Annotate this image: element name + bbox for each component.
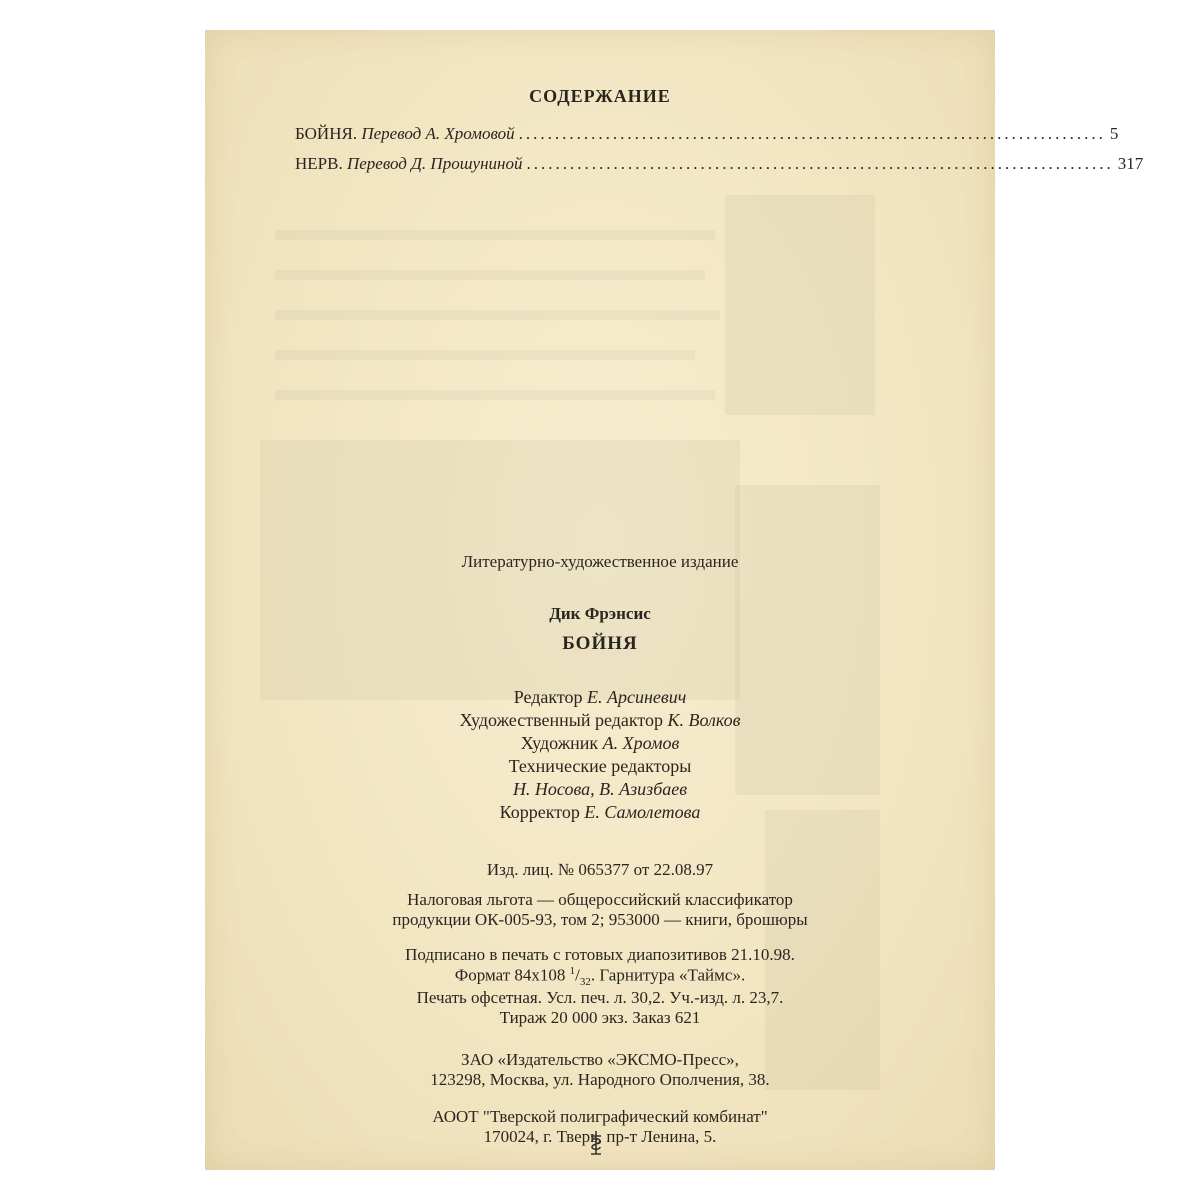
artist-name: А. Хромов [602, 733, 680, 753]
artist-line [205, 733, 995, 754]
contents-entry-translator: Перевод Д. Прошуниной [346, 154, 523, 173]
show-through-block [725, 195, 875, 415]
print-line-3: Печать офсетная. Усл. печ. л. 30,2. Уч.-изд. л. 23,7. [416, 988, 784, 1007]
contents-leader-dots: ................................................................................. [518, 124, 1106, 143]
contents-leader-dots: ................................................................................. [526, 154, 1114, 173]
contents-entry-page: 317 [1117, 154, 1144, 173]
format-fraction-denominator: 32 [579, 976, 591, 989]
art-editor-name: К. Волков [667, 710, 741, 730]
contents-entry-label [295, 154, 522, 174]
book-page [205, 30, 1144, 1170]
tech-editors-names: Н. Носова, В. Азизбаев [512, 779, 688, 799]
proofreader-label: Корректор [499, 802, 580, 822]
format-text: Формат 84x108 [454, 965, 570, 985]
contents-title: СОДЕРЖАНИЕ [529, 86, 671, 106]
show-through-line [275, 350, 695, 360]
tech-editors-label: Технические редакторы [508, 756, 692, 776]
print-line-1: Подписано в печать с готовых диапозитивов 21.10.98. [405, 945, 795, 964]
contents-entry-title: НЕРВ. [295, 154, 343, 173]
tax-line-1: Налоговая льгота — общероссийский классификатор [407, 890, 793, 909]
publisher-line-1: ЗАО «Издательство «ЭКСМО-Пресс», [461, 1050, 739, 1069]
publisher-line-2: 123298, Москва, ул. Народного Ополчения, 38. [430, 1070, 770, 1089]
contents-entry [295, 124, 1119, 144]
format-fraction-numerator: 1 [569, 965, 576, 977]
show-through-line [275, 230, 715, 240]
show-through-line [275, 270, 705, 280]
proofreader-name: Е. Самолетова [584, 802, 701, 822]
contents-entry-translator: Перевод А. Хромовой [361, 124, 515, 143]
contents-entry-page: 5 [1109, 124, 1119, 143]
printer-line-1: АООТ "Тверской полиграфический комбинат" [432, 1107, 768, 1126]
artist-label: Художник [520, 733, 599, 753]
license-line: Изд. лиц. № 065377 от 22.08.97 [486, 860, 714, 879]
editor-label: Редактор [513, 687, 583, 707]
author-name: Дик Фрэнсис [549, 604, 651, 623]
contents-entry-title: БОЙНЯ. [295, 124, 358, 143]
art-editor-line [205, 710, 995, 731]
show-through-line [275, 310, 720, 320]
editor-name: Е. Арсиневич [587, 687, 687, 707]
typeface-text: . Гарнитура «Таймс». [590, 965, 746, 985]
print-line-2: Формат 84x108 $^1/_{32}$. Гарнитура «Таймс». [454, 965, 746, 989]
editor-line [205, 687, 995, 708]
proofreader-line [205, 802, 995, 823]
show-through-line [275, 390, 715, 400]
print-line-4: Тираж 20 000 экз. Заказ 621 [499, 1008, 701, 1027]
contents-entry [295, 154, 1144, 174]
book-title: БОЙНЯ [562, 633, 638, 654]
contents-entry-label [295, 124, 515, 144]
art-editor-label: Художественный редактор [459, 710, 663, 730]
tax-line-2: продукции ОК-005-93, том 2; 953000 — книги, брошюры [392, 910, 808, 929]
printer-line-2: 170024, г. Тверь, пр-т Ленина, 5. [483, 1127, 717, 1146]
edition-type: Литературно-художественное издание [461, 552, 739, 571]
printer-seal-icon [588, 1130, 604, 1162]
